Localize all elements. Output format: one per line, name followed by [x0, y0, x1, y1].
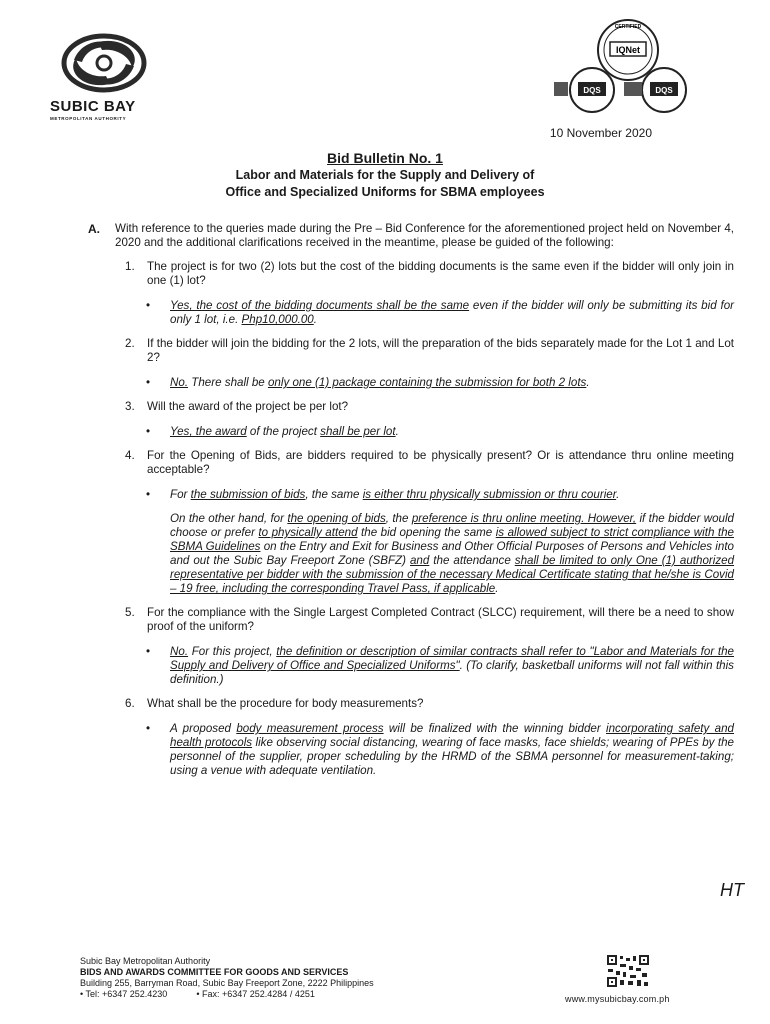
footer-org: Subic Bay Metropolitan Authority [80, 956, 211, 966]
question-number: 5. [125, 606, 135, 619]
sbma-emblem-icon [54, 30, 154, 96]
question-2 [88, 337, 734, 365]
footer-address: Building 255, Barryman Road, Subic Bay Freeport Zone, 2222 Philippines [80, 978, 374, 988]
answer-text: There shall be [188, 376, 268, 389]
question-3 [88, 400, 734, 414]
dqs-label-right: DQS [655, 86, 673, 95]
answer-text: even if the bidder will only be submitting its bid for only 1 lot, i.e. [170, 299, 734, 326]
question-6 [88, 697, 734, 711]
question-number: 6. [125, 697, 135, 710]
dqs-label-left: DQS [583, 86, 601, 95]
answer-underlined: the submission of bids [190, 488, 306, 501]
bullet-icon: • [146, 645, 151, 658]
answer-text: . [395, 425, 399, 438]
question-number: 2. [125, 337, 135, 350]
bulletin-title: Bid Bulletin No. 1 [327, 150, 443, 166]
section-intro: With reference to the queries made during the Pre – Bid Conference for the aforementioned project held on November 4, 2020 and the additional clarifications received in the meantime, please be guided of the following: [115, 222, 734, 249]
org-subname: METROPOLITAN AUTHORITY [50, 116, 127, 121]
answer-2 [88, 376, 734, 390]
question-number: 4. [125, 449, 135, 462]
answer-underlined: Yes, the award [170, 425, 247, 438]
bulletin-subtitle-line1: Labor and Materials for the Supply and Delivery of [235, 168, 535, 182]
handwritten-initials: HT [720, 880, 744, 900]
question-text: Will the award of the project be per lot? [147, 400, 349, 413]
bullet-icon: • [146, 299, 151, 312]
footer-website: www.mysubicbay.com.ph [565, 994, 670, 1004]
answer-underlined: Php10,000.00 [241, 313, 314, 326]
answer-underlined: Yes, the cost of the bidding documents shall be the same [170, 299, 470, 312]
sbma-logo [50, 30, 160, 121]
footer-committee: BIDS AND AWARDS COMMITTEE FOR GOODS AND SERVICES [80, 967, 349, 977]
cert-iqnet-label: IQNet [615, 45, 641, 55]
para-underlined: preference is thru online meeting. However, [411, 512, 637, 525]
answer-text: of the project [246, 425, 321, 438]
answer-text: . [616, 488, 620, 501]
para-text: the attendance [429, 554, 515, 567]
answer-text: like observing social distancing, wearing of face masks, face shields; wearing of PPEs by the personnel of the supplier, proper scheduling by the HRMD of the SBMA personnel for measurement-taking; using a venue with adequate ventilation. [170, 736, 734, 777]
bullet-icon: • [146, 722, 151, 735]
answer-underlined: incorporating safety and health protocols [170, 722, 734, 749]
para-underlined: and [409, 554, 430, 567]
question-text: What shall be the procedure for body measurements? [147, 697, 424, 710]
question-number: 1. [125, 260, 135, 273]
para-underlined: to physically attend [258, 526, 358, 539]
title-block [0, 150, 770, 200]
document-date: 10 November 2020 [549, 126, 652, 140]
answer-4 [88, 488, 734, 502]
answer-underlined: No. [170, 645, 189, 658]
answer-text: For this project, [188, 645, 277, 658]
footer-contacts [80, 989, 374, 1000]
para-underlined: is allowed subject to strict compliance with the SBMA Guidelines [170, 526, 734, 553]
answer-text: For [170, 488, 191, 501]
question-5 [88, 606, 734, 634]
qr-code-icon [606, 954, 650, 988]
bulletin-subtitle-line2: Office and Specialized Uniforms for SBMA employees [225, 185, 545, 199]
question-text: For the compliance with the Single Largest Completed Contract (SLCC) requirement, will there be a need to show proof of the uniform? [147, 606, 734, 633]
para-text: , the [385, 512, 412, 525]
question-4 [88, 449, 734, 477]
answer-underlined: is either thru physically submission or thru courier [362, 488, 617, 501]
footer-fax: • Fax: +6347 252.4284 / 4251 [196, 989, 315, 999]
bullet-icon: • [146, 425, 151, 438]
answer-underlined: shall be per lot [320, 425, 396, 438]
certification-seals [548, 16, 708, 116]
answer-underlined: body measurement process [236, 722, 384, 735]
answer-text: . [586, 376, 590, 389]
cert-top-label: CERTIFIED [614, 24, 642, 30]
answer-text: . (To clarify, basketball uniforms will not fall within this definition.) [170, 659, 734, 686]
answer-text: will be finalized with the winning bidder [383, 722, 607, 735]
answer-underlined: No. [170, 376, 189, 389]
question-1 [88, 260, 734, 288]
answer-underlined: the definition or description of similar contracts shall refer to "Labor and Materials for the Supply and Delivery of Office and Specialized Uniforms" [170, 645, 734, 672]
bulletin-body [88, 222, 734, 778]
answer-text: . [313, 313, 317, 326]
answer-3 [88, 425, 734, 439]
para-text: . [495, 582, 499, 595]
bullet-icon: • [146, 376, 151, 389]
para-text: on the Entry and Exit for Business and Other Official Purposes of Persons and Vehicles into and out the Subic Bay Freeport Zone (SBFZ) [170, 540, 734, 567]
answer-text: , the same [305, 488, 363, 501]
answer-text: A proposed [170, 722, 237, 735]
para-text: the bid opening the same [357, 526, 496, 539]
para-underlined: shall be limited to only One (1) authorized representative per bidder with the submission of the necessary Medical Certificate stating that he/she is Covid – 19 free, including the corresponding Travel Pass, if applicable [170, 554, 735, 595]
footer [80, 956, 374, 1000]
section-a [88, 222, 734, 250]
answer-underlined: only one (1) package containing the submission for both 2 lots [267, 376, 587, 389]
org-name: SUBIC BAY [50, 98, 136, 115]
para-underlined: the opening of bids [287, 512, 386, 525]
answer-4-paragraph [88, 512, 734, 596]
answer-6 [88, 722, 734, 778]
question-text: The project is for two (2) lots but the cost of the bidding documents is the same even if the bidder will only join in one (1) lot? [147, 260, 734, 287]
question-number: 3. [125, 400, 135, 413]
footer-tel: • Tel: +6347 252.4230 [80, 989, 168, 999]
question-text: For the Opening of Bids, are bidders required to be physically present? Or is attendance thru online meeting acceptable? [147, 449, 734, 476]
answer-5 [88, 645, 734, 687]
section-letter: A. [88, 222, 100, 236]
bullet-icon: • [146, 488, 151, 501]
question-text: If the bidder will join the bidding for the 2 lots, will the preparation of the bids separately made for the Lot 1 and Lot 2? [147, 337, 734, 364]
para-text: if the bidder would choose or prefer [170, 512, 734, 539]
para-text: On the other hand, for [170, 512, 288, 525]
answer-1 [88, 299, 734, 327]
